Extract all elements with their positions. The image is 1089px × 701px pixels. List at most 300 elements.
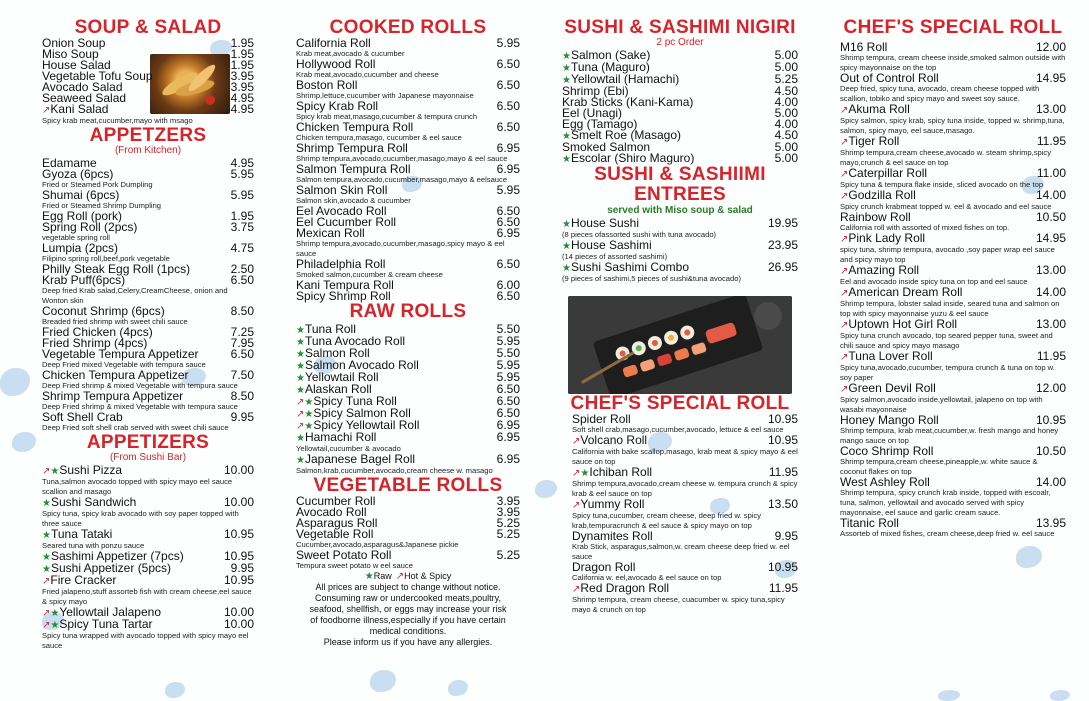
menu-item-price: 6.50	[496, 394, 520, 408]
menu-item-price: 10.95	[223, 527, 254, 541]
menu-item	[42, 412, 254, 433]
hot-spicy-icon: ↗	[572, 500, 581, 511]
menu-item-name: Sushi Sashimi Combo	[570, 260, 690, 274]
menu-item	[840, 477, 1066, 518]
raw-star-icon: ★	[364, 571, 374, 582]
hot-spicy-icon: ↗	[395, 571, 405, 582]
menu-item-name: Amazing Roll	[848, 263, 920, 277]
menu-item-price: 6.95	[496, 418, 520, 432]
raw-star-icon: ★	[580, 468, 590, 479]
menu-item-name: Lumpia (2pcs)	[42, 241, 119, 255]
menu-item-name: Sashimi Appetizer (7pcs)	[50, 549, 184, 563]
notice-line: seafood, shellfish, or eggs may increase your risk	[309, 604, 507, 614]
menu-item-description: Spicy tuna & tempura flake inside, sliced avocado on the top	[840, 180, 1044, 189]
menu-item	[840, 212, 1066, 233]
menu-item-price: 11.00	[1036, 166, 1066, 180]
menu-item-description: Eel and avocado inside spicy tuna on top and eel sauce	[840, 277, 1028, 286]
menu-item-price: 3.75	[230, 220, 254, 234]
menu-item-name: Ichiban Roll	[589, 465, 653, 479]
menu-item-price: 13.00	[1035, 317, 1066, 331]
menu-item-description: vegetable spring roll	[42, 233, 110, 242]
menu-item-price: 4.00	[774, 95, 798, 109]
menu-item-price: 6.95	[496, 452, 520, 466]
raw-star-icon: ★	[50, 466, 60, 477]
hot-spicy-icon: ↗	[296, 397, 305, 408]
menu-item-name: Spicy Krab Roll	[296, 99, 379, 113]
menu-item	[572, 414, 798, 435]
menu-item	[840, 190, 1066, 212]
cooked-rolls-heading: COOKED ROLLS	[329, 17, 487, 38]
hot-spicy-icon: ↗	[840, 384, 849, 395]
menu-item-name: Spicy Yellowtail Roll	[313, 418, 420, 432]
menu-item-name: Caterpillar Roll	[848, 166, 928, 180]
menu-item-price: 11.95	[1036, 349, 1066, 363]
menu-item-description: Assorteb of mixed fishes, cream cheese,deep fried w. eel sauce	[840, 529, 1055, 538]
menu-item-price: 6.50	[230, 347, 254, 361]
menu-item-name: Sushi Sandwich	[50, 495, 137, 509]
menu-item-price: 10.50	[1035, 210, 1066, 224]
menu-item-description: Yellowtail,cucumber & avocado	[296, 444, 401, 453]
menu-item-name: Yellowtail (Hamachi)	[570, 72, 680, 86]
notice-line: Consuming raw or undercooked meats,poultry,	[315, 593, 501, 603]
menu-item	[296, 550, 520, 571]
menu-item-description: Spicy krab meat,cucumber,mayo with msago	[42, 116, 193, 125]
menu-item-name: Japanese Bagel Roll	[304, 452, 416, 466]
menu-item-price: 14.00	[1035, 285, 1066, 299]
menu-item-price: 6.50	[496, 382, 520, 396]
menu-item-name: Sushi Appetizer (5pcs)	[50, 561, 172, 575]
petal-decoration	[0, 368, 30, 396]
menu-item	[42, 169, 254, 190]
menu-item-name: Hollywood Roll	[296, 57, 376, 71]
menu-item-description: Filipino spring roll,beef,pork vegetable	[42, 254, 170, 263]
petal-decoration	[1016, 546, 1042, 568]
menu-item-name: West Ashley Roll	[840, 475, 930, 489]
petal-decoration	[370, 670, 396, 692]
menu-item-name: Eel Avocado Roll	[296, 204, 387, 218]
menu-item-price: 14.95	[1035, 231, 1066, 245]
menu-item	[840, 518, 1066, 539]
raw-star-icon: ★	[42, 564, 51, 575]
menu-item-price: 14.00	[1035, 188, 1066, 202]
menu-item-price: 10.95	[767, 433, 798, 447]
menu-item	[562, 262, 798, 284]
menu-item-description: Shrimp tempura,avocado,cream cheese w. tempura crunch & spicy krab & eel sauce on top	[572, 479, 798, 498]
chefs-special-roll-list	[840, 42, 1066, 539]
menu-item-name: Miso Soup	[42, 47, 99, 61]
menu-item	[42, 497, 254, 529]
menu-item-price: 5.50	[496, 322, 520, 336]
petal-decoration	[535, 480, 557, 498]
cooked-rolls-list	[296, 38, 520, 302]
menu-item-price: 3.95	[496, 505, 520, 519]
menu-item-price: 5.95	[496, 370, 520, 384]
menu-item-price: 4.50	[774, 84, 798, 98]
menu-item	[840, 168, 1066, 190]
petal-decoration	[1050, 690, 1070, 701]
menu-item-name: Yellowtail Jalapeno	[59, 605, 161, 619]
menu-item-description: Chicken tempura,masago, cucumber & eel sauce	[296, 133, 462, 142]
menu-item-price: 7.50	[230, 368, 254, 382]
raw-star-icon: ★	[562, 51, 571, 62]
menu-item-description: Spicy tuna,avocado,cucumber, tempura crunch & tuna on top w. soy paper	[840, 363, 1055, 382]
menu-item-name: Shrimp Tempura Appetizer	[42, 389, 184, 403]
menu-item	[562, 218, 798, 240]
menu-item-description: Spicy salmon, spicy krab, spicy tuna inside, topped w. shrimp,tuna, salmon, spicy mayo, eel sauce,masago.	[840, 116, 1065, 135]
soup-salad-list	[42, 38, 254, 126]
menu-item-description: Spicy tuna,cucumber, cream cheese, deep fried w. spicy krab,tempuracrunch & eel sauce & spicy mayo on top	[572, 511, 762, 530]
menu-item-price: 10.00	[223, 605, 254, 619]
hot-spicy-icon: ↗	[840, 320, 849, 331]
menu-item-price: 8.50	[230, 304, 254, 318]
menu-item-name: Krab Puff(6pcs)	[42, 273, 126, 287]
menu-item-price: 10.95	[767, 412, 798, 426]
menu-item-price: 3.95	[496, 494, 520, 508]
menu-item-name: Red Dragon Roll	[580, 581, 670, 595]
hot-spicy-icon: ↗	[840, 288, 849, 299]
raw-star-icon: ★	[304, 421, 314, 432]
hot-spicy-icon: ↗	[42, 466, 51, 477]
menu-item-price: 26.95	[767, 260, 798, 274]
menu-item-price: 11.95	[1036, 134, 1066, 148]
raw-star-icon: ★	[304, 397, 314, 408]
menu-item-description: Shrimp tempura, cream cheese, cuacumber w. spicy tuna,spicy mayo & crunch on top	[572, 595, 785, 614]
menu-item	[296, 59, 520, 80]
menu-item-description: Spicy tuna wrapped with avocado topped with spicy mayo eel sauce	[42, 631, 249, 650]
legend-hot-label: Hot & Spicy	[404, 571, 452, 581]
menu-item-price: 10.00	[223, 463, 254, 477]
menu-item-name: Soft Shell Crab	[42, 410, 123, 424]
menu-item-description: Shrimp tempura, lobster salad inside, seared tuna and salmon on top with spicy mayonnaise yuzu & eel sauce	[840, 299, 1060, 318]
menu-item-description: Shrimp,lettuce,cucumber with Japanese mayonnaise	[296, 91, 474, 100]
menu-item-description: Shrimp tempura, cream cheese inside,smoked salmon outside with spicy mayonnaise on the top	[840, 53, 1066, 72]
menu-item-name: Egg Roll (pork)	[42, 209, 123, 223]
menu-item	[840, 351, 1066, 383]
menu-item-name: Escolar (Shiro Maguro)	[570, 151, 695, 165]
hot-spicy-icon: ↗	[296, 421, 305, 432]
raw-star-icon: ★	[296, 361, 305, 372]
menu-item-price: 13.00	[1035, 263, 1066, 277]
menu-item-price: 5.25	[496, 527, 520, 541]
menu-item-name: Fire Cracker	[50, 573, 117, 587]
menu-item	[42, 306, 254, 327]
raw-star-icon: ★	[296, 325, 305, 336]
menu-item-price: 12.00	[1035, 381, 1066, 395]
menu-item-description: Deep Fried shrimp & mixed Vegetable with tempura sauce	[42, 402, 238, 411]
menu-item-description: Deep Fried soft shell crab served with sweet chili sauce	[42, 423, 229, 432]
column-rolls	[296, 18, 520, 648]
appetizers-bar-subheading: (From Sushi Bar)	[109, 452, 187, 463]
hot-spicy-icon: ↗	[296, 409, 305, 420]
raw-star-icon: ★	[562, 131, 571, 142]
menu-item-description: Shrimp tempura, krab meat,cucumber,w. fresh mango and honey mango sauce on top	[840, 426, 1059, 445]
menu-item	[42, 275, 254, 306]
column-soup-appetizers	[42, 18, 254, 651]
menu-item	[296, 101, 520, 122]
menu-item-name: Asparagus Roll	[296, 516, 378, 530]
menu-item	[42, 222, 254, 243]
menu-item-price: 11.95	[768, 465, 798, 479]
menu-item-description: spicy tuna, shrimp tempura, avocado ,soy paper wrap eel sauce and spicy mayo top	[840, 245, 1055, 264]
raw-star-icon: ★	[296, 349, 305, 360]
menu-item	[572, 562, 798, 583]
menu-item	[296, 259, 520, 280]
entrees-subheading: served with Miso soup & salad	[607, 205, 753, 216]
raw-star-icon: ★	[304, 409, 314, 420]
menu-item	[572, 499, 798, 531]
menu-item-name: Shrimp Tempura Roll	[296, 141, 408, 155]
menu-item-price: 6.50	[496, 257, 520, 271]
menu-item-price: 1.95	[230, 58, 254, 72]
appetizers-kitchen-subheading: (From Kitchen)	[114, 145, 182, 156]
menu-item-name: Salmon Skin Roll	[296, 183, 388, 197]
menu-item-name: Godzilla Roll	[848, 188, 916, 202]
menu-item-name: Shumai (6pcs)	[42, 188, 120, 202]
menu-item-name: Vegetable Tempura Appetizer	[42, 347, 199, 361]
menu-item	[572, 583, 798, 615]
menu-item-name: Tuna (Maguro)	[570, 60, 650, 74]
menu-item-price: 6.50	[496, 57, 520, 71]
menu-item-name: Titanic Roll	[840, 516, 899, 530]
menu-item-name: Chicken Tempura Appetizer	[42, 368, 189, 382]
menu-item-name: Fried Chicken (4pcs)	[42, 325, 153, 339]
menu-item	[42, 243, 254, 264]
menu-item-name: Kani Salad	[50, 102, 109, 116]
menu-item-price: 1.95	[230, 47, 254, 61]
hot-spicy-icon: ↗	[840, 137, 849, 148]
menu-item-name: Vegetable Tofu Soup	[42, 69, 153, 83]
menu-item-price: 4.50	[774, 128, 798, 142]
menu-item-description: Spicy krab meat,masago,cucumber & tempura crunch	[296, 112, 478, 121]
menu-item-description: Salmon skin,avocado & cucumber	[296, 196, 411, 205]
menu-item-price: 6.95	[496, 162, 520, 176]
menu-item-name: Edamame	[42, 156, 97, 170]
menu-item-name: Krab Sticks (Kani-Kama)	[562, 95, 694, 109]
menu-item-description: Smoked salmon,cucumber & cream cheese	[296, 270, 443, 279]
menu-item-price: 6.95	[496, 430, 520, 444]
menu-item-name: Boston Roll	[296, 78, 358, 92]
raw-star-icon: ★	[562, 75, 571, 86]
menu-item-name: Vegetable Roll	[296, 527, 374, 541]
menu-item-price: 6.95	[496, 226, 520, 240]
menu-item-price: 4.95	[230, 102, 254, 116]
menu-item-price: 5.25	[774, 72, 798, 86]
entrees-heading: SUSHI & SASHIIMI ENTREES	[594, 164, 766, 205]
menu-item-price: 4.95	[230, 91, 254, 105]
hot-spicy-icon: ↗	[840, 234, 849, 245]
menu-item-name: Yummy Roll	[580, 497, 645, 511]
menu-item-price: 7.25	[230, 325, 254, 339]
menu-item	[296, 164, 520, 185]
menu-item-price: 9.95	[230, 561, 254, 575]
raw-star-icon: ★	[562, 241, 571, 252]
menu-item-price: 5.00	[774, 60, 798, 74]
menu-item-price: 8.50	[230, 389, 254, 403]
menu-item-name: California Roll	[296, 36, 371, 50]
menu-item-price: 5.00	[774, 48, 798, 62]
nigiri-subheading: 2 pc Order	[656, 37, 704, 48]
menu-item-name: House Sushi	[570, 216, 640, 230]
menu-item-name: Shrimp (Ebi)	[562, 84, 629, 98]
notice-line: of foodborne illness,especially if you have certain	[310, 615, 506, 625]
raw-star-icon: ★	[296, 385, 305, 396]
menu-item	[296, 454, 520, 476]
raw-rolls-list	[296, 324, 520, 476]
hot-spicy-icon: ↗	[572, 584, 581, 595]
menu-item-price: 6.95	[496, 141, 520, 155]
raw-star-icon: ★	[42, 552, 51, 563]
hot-spicy-icon: ↗	[572, 468, 581, 479]
raw-star-icon: ★	[50, 608, 60, 619]
menu-item-description: Spicy tuna crunch avocado, top seared pepper tuna, sweet and chili sauce and spicy mayo masago	[840, 331, 1053, 350]
raw-star-icon: ★	[42, 498, 51, 509]
menu-item-name: Avocado Roll	[296, 505, 367, 519]
menu-item-description: Tempura sweet potato w eel sauce	[296, 561, 413, 570]
menu-item	[42, 190, 254, 211]
menu-item-description: Tuna,salmon avocado topped with spicy mayo eel sauce scallion and masago	[42, 477, 233, 496]
menu-item-description: Deep Fried shrimp & mixed Vegetable with tempura sauce	[42, 381, 238, 390]
raw-star-icon: ★	[50, 620, 60, 631]
hot-spicy-icon: ↗	[840, 191, 849, 202]
menu-item-name: Rainbow Roll	[840, 210, 911, 224]
petal-decoration	[938, 690, 960, 701]
hot-spicy-icon: ↗	[840, 169, 849, 180]
menu-item-name: Eel Cucumber Roll	[296, 215, 397, 229]
menu-item-description: Shrimp tempura, spicy crunch krab inside, topped with escoalr, tuna, salmon, yellowtail and avocado served with spicy mayonnaise, eel sauce and garlic cream sauce.	[840, 488, 1051, 517]
menu-item-price: 3.95	[230, 80, 254, 94]
menu-item-description: (14 pieces of assorted sashimi)	[562, 252, 668, 261]
appetizers-bar-list	[42, 465, 254, 651]
menu-item-price: 5.95	[496, 334, 520, 348]
menu-item-price: 14.95	[1035, 71, 1066, 85]
menu-item	[840, 265, 1066, 287]
menu-item	[42, 349, 254, 370]
menu-item	[42, 619, 254, 651]
appetizers-bar-heading: APPETIZERS	[86, 432, 210, 453]
menu-item-name: Tiger Roll	[848, 134, 900, 148]
menu-item-name: Sushi Pizza	[59, 463, 123, 477]
notice-line: medical conditions.	[369, 626, 447, 636]
menu-item-description: Spicy salmon,avocado inside,yellowtail, jalapeno on top with wasabi mayonnaise	[840, 395, 1043, 414]
menu-item-price: 7.95	[230, 336, 254, 350]
menu-item-price: 6.50	[496, 99, 520, 113]
menu-item-price: 12.00	[1035, 40, 1066, 54]
menu-item-price: 5.00	[774, 151, 798, 165]
menu-item-price: 9.95	[774, 529, 798, 543]
menu-item-price: 10.95	[1035, 413, 1066, 427]
menu-item-name: Dragon Roll	[572, 560, 636, 574]
nigiri-list	[562, 50, 798, 165]
menu-item-price: 5.00	[774, 140, 798, 154]
menu-item-name: Egg (Tamago)	[562, 117, 638, 131]
menu-item-price: 6.50	[496, 120, 520, 134]
menu-item-price: 5.95	[230, 188, 254, 202]
menu-item	[42, 465, 254, 497]
menu-item-price: 5.00	[774, 106, 798, 120]
menu-item-description: Krab Stick, asparagus,salmon,w. cream cheese deep fried w. eel sauce	[572, 542, 790, 561]
menu-item	[296, 143, 520, 164]
menu-item-price: 5.25	[496, 516, 520, 530]
menu-item	[42, 575, 254, 607]
menu-item-description: (8 pieces ofassorted sushi with tuna avocado)	[562, 230, 717, 239]
menu-item-description: Shrimp tempura,cream cheese,pineapple,w. white sauce & coconut flakes on top	[840, 457, 1038, 476]
notice-line: Please inform us if you have any allergies.	[323, 637, 493, 647]
appetizers-kitchen-list	[42, 158, 254, 433]
menu-item-price: 6.50	[496, 215, 520, 229]
menu-item-price: 13.95	[1035, 516, 1066, 530]
notice-line: All prices are subject to change without notice.	[315, 582, 501, 592]
menu-item-name: Spider Roll	[572, 412, 631, 426]
menu-item-description: Fried or Steamed Pork Dumpling	[42, 180, 153, 189]
menu-item	[296, 80, 520, 101]
menu-item-description: Fried or Steamed Shrimp Dumpling	[42, 201, 162, 210]
menu-item-description: Cucumber,avocado,asparagus&Japanese pickie	[296, 540, 459, 549]
menu-item-price: 4.00	[774, 117, 798, 131]
menu-item-price: 6.50	[496, 78, 520, 92]
menu-item-price: 10.95	[767, 560, 798, 574]
hot-spicy-icon: ↗	[840, 352, 849, 363]
menu-item-name: Smelt Roe (Masago)	[570, 128, 682, 142]
raw-star-icon: ★	[562, 154, 571, 165]
menu-item-name: Spicy Salmon Roll	[313, 406, 411, 420]
menu-item-name: Salmon (Sake)	[570, 48, 651, 62]
menu-item-name: Hamachi Roll	[304, 430, 377, 444]
menu-item	[840, 287, 1066, 319]
menu-item	[840, 73, 1066, 104]
menu-item-name: Tuna Roll	[304, 322, 356, 336]
menu-item-price: 5.50	[496, 346, 520, 360]
menu-item-name: Eel (Unagi)	[562, 106, 623, 120]
hot-spicy-icon: ↗	[840, 266, 849, 277]
menu-item	[42, 370, 254, 391]
hot-spicy-icon: ↗	[42, 608, 51, 619]
menu-item-name: Philadelphia Roll	[296, 257, 386, 271]
menu-item-name: Salmon Avocado Roll	[304, 358, 419, 372]
menu-item	[572, 467, 798, 499]
raw-star-icon: ★	[296, 455, 305, 466]
menu-item-name: Onion Soup	[42, 36, 106, 50]
menu-item-price: 5.95	[496, 183, 520, 197]
raw-star-icon: ★	[296, 373, 305, 384]
menu-item-name: Spicy Tuna Tartar	[59, 617, 153, 631]
menu-item-price: 1.95	[230, 209, 254, 223]
menu-item-name: Kani Tempura Roll	[296, 278, 394, 292]
menu-item-name: Salmon Tempura Roll	[296, 162, 411, 176]
menu-item	[840, 415, 1066, 446]
petal-decoration	[12, 432, 36, 452]
menu-item-name: Smoked Salmon	[562, 140, 651, 154]
vegetable-rolls-heading: VEGETABLE ROLLS	[313, 475, 503, 496]
column-chefs-special	[840, 18, 1066, 539]
chefs-special-heading: CHEF'S SPECIAL ROLL	[570, 393, 790, 414]
raw-star-icon: ★	[42, 530, 51, 541]
menu-item-price: 5.25	[496, 548, 520, 562]
hot-spicy-icon: ↗	[572, 436, 581, 447]
menu-item	[562, 153, 798, 165]
nigiri-heading: SUSHI & SASHIMI NIGIRI	[564, 17, 796, 38]
menu-item-price: 1.95	[230, 36, 254, 50]
menu-item-name: Avocado Salad	[42, 80, 123, 94]
legend-raw-label: Raw	[373, 571, 392, 581]
menu-item	[42, 529, 254, 551]
menu-item-name: Cucumber Roll	[296, 494, 376, 508]
menu-item-description: Spicy tuna, spicy krab avocado with soy paper topped with three sauce	[42, 509, 239, 528]
menu-item-name: Tuna Lover Roll	[848, 349, 933, 363]
raw-star-icon: ★	[562, 263, 571, 274]
menu-item-name: Honey Mango Roll	[840, 413, 939, 427]
menu-item-description: Deep Fried mixed Vegetable with tempura sauce	[42, 360, 206, 369]
menu-item	[562, 240, 798, 262]
